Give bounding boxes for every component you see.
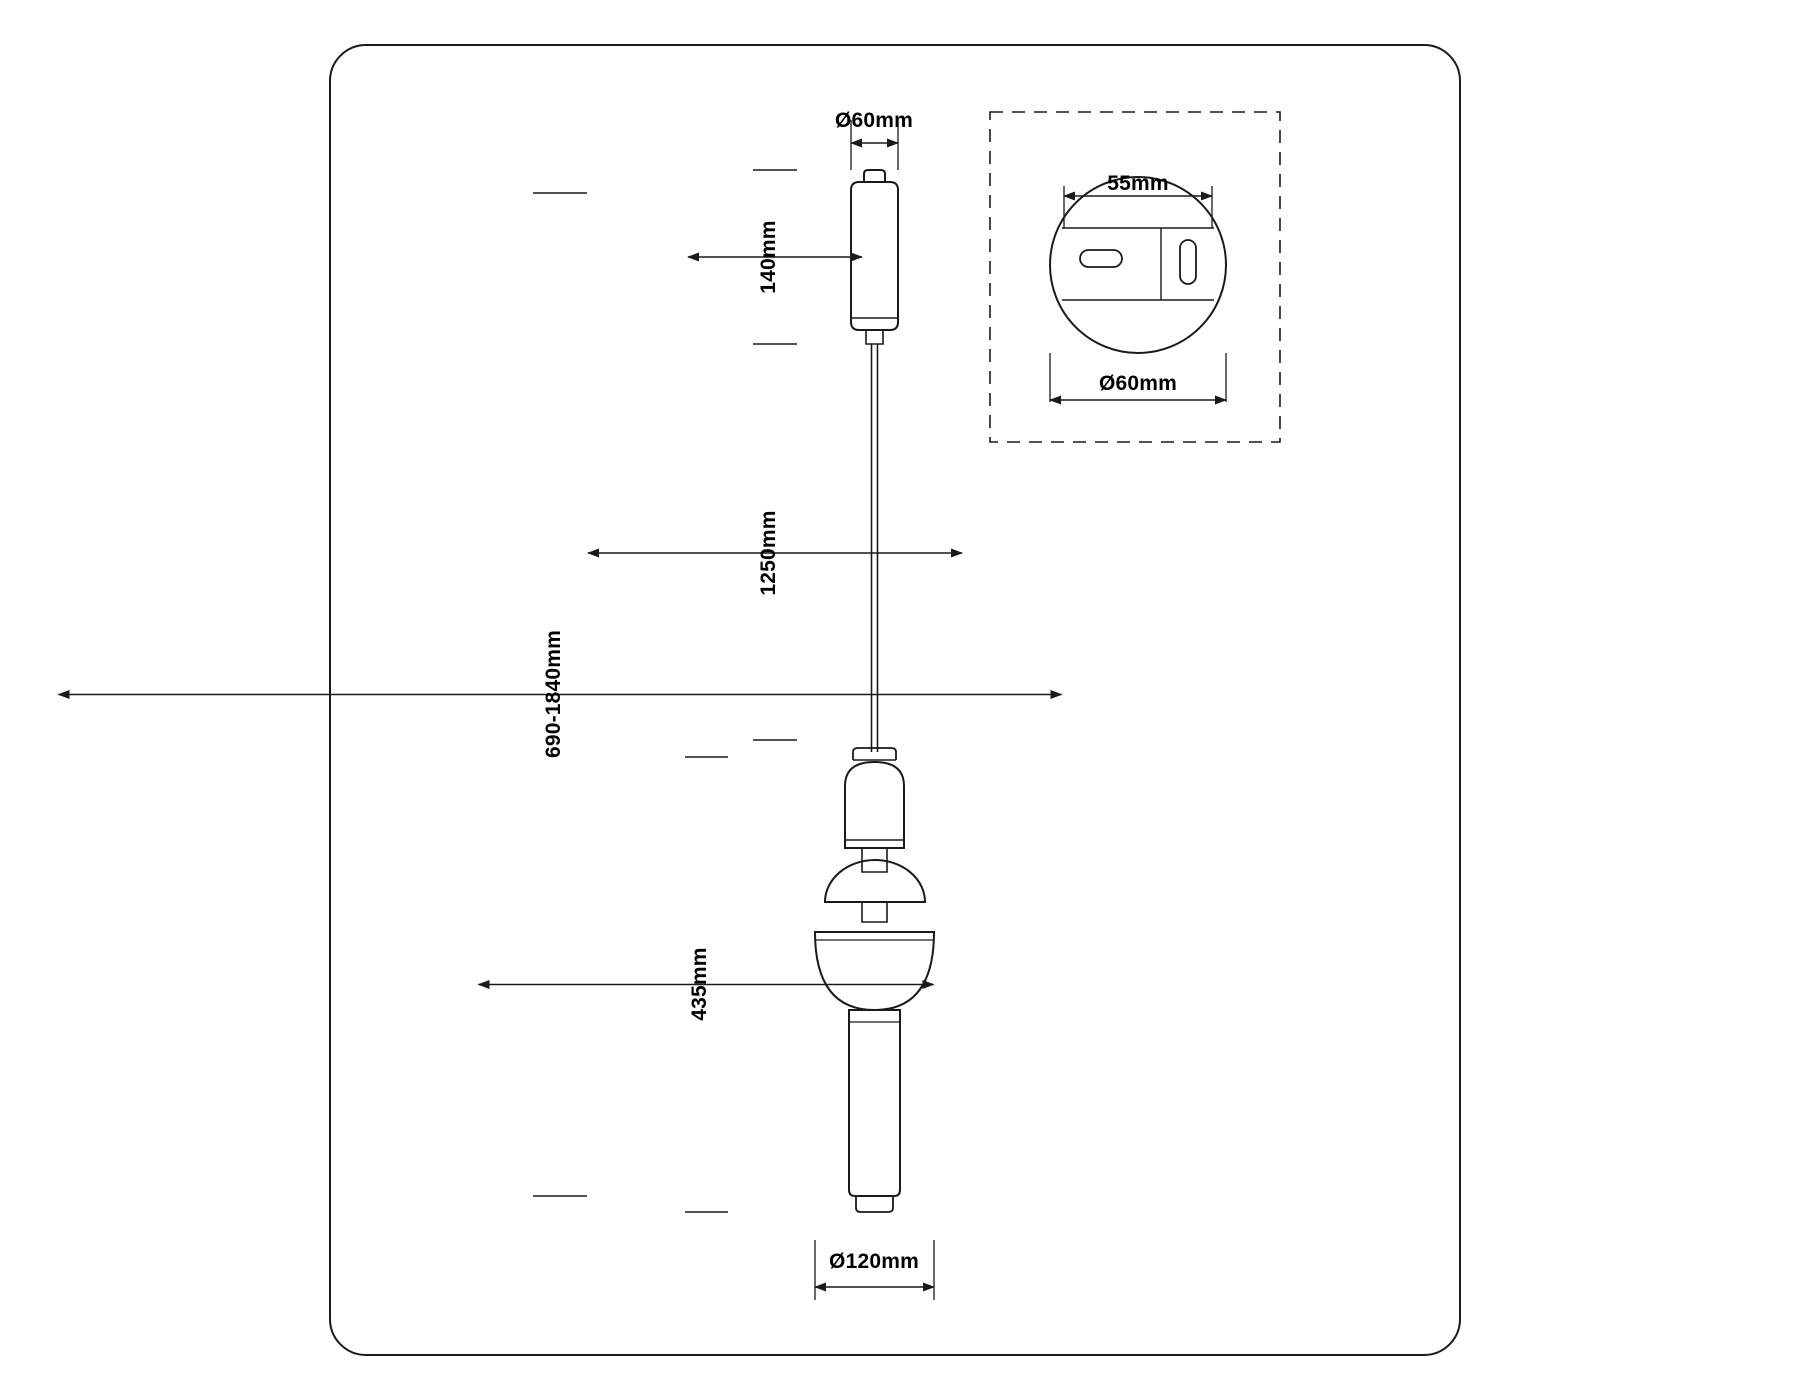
canopy-cylinder (851, 182, 898, 330)
front-elevation-view (815, 170, 934, 1212)
label-body-height: 435mm (688, 947, 711, 1021)
dimension-body-height (479, 757, 934, 1212)
bottom-cap (856, 1196, 893, 1212)
bowl-shade (815, 932, 934, 1010)
dimension-shade-diameter (815, 1240, 934, 1300)
dimension-canopy-height (688, 170, 862, 344)
plate-slot-horizontal (1080, 250, 1122, 267)
dimension-cable-length (588, 510, 962, 740)
canopy-neck (866, 330, 883, 344)
label-canopy-height: 140mm (757, 220, 780, 294)
label-cable-length: 1250mm (757, 510, 780, 596)
fixture-top-collar (853, 748, 896, 760)
mid-neck (862, 902, 887, 922)
lower-cylinder (849, 1010, 900, 1196)
label-slot-spacing: 55mm (1107, 172, 1169, 195)
mounting-plate-detail (990, 112, 1280, 442)
drawing-frame (330, 45, 1460, 1355)
plate-circle (1050, 177, 1226, 353)
upper-barrel (845, 762, 904, 848)
plate-slot-vertical (1180, 240, 1196, 284)
label-plate-diameter: Ø60mm (1098, 372, 1178, 395)
dimension-canopy-diameter (835, 109, 913, 170)
label-canopy-diameter: Ø60mm (834, 109, 914, 132)
upper-dome (825, 860, 925, 902)
label-overall-drop: 690-1840mm (542, 629, 565, 759)
canopy-top-nipple (864, 170, 885, 182)
dimension-overall-drop (59, 193, 1062, 1196)
label-shade-diameter: Ø120mm (829, 1250, 919, 1273)
